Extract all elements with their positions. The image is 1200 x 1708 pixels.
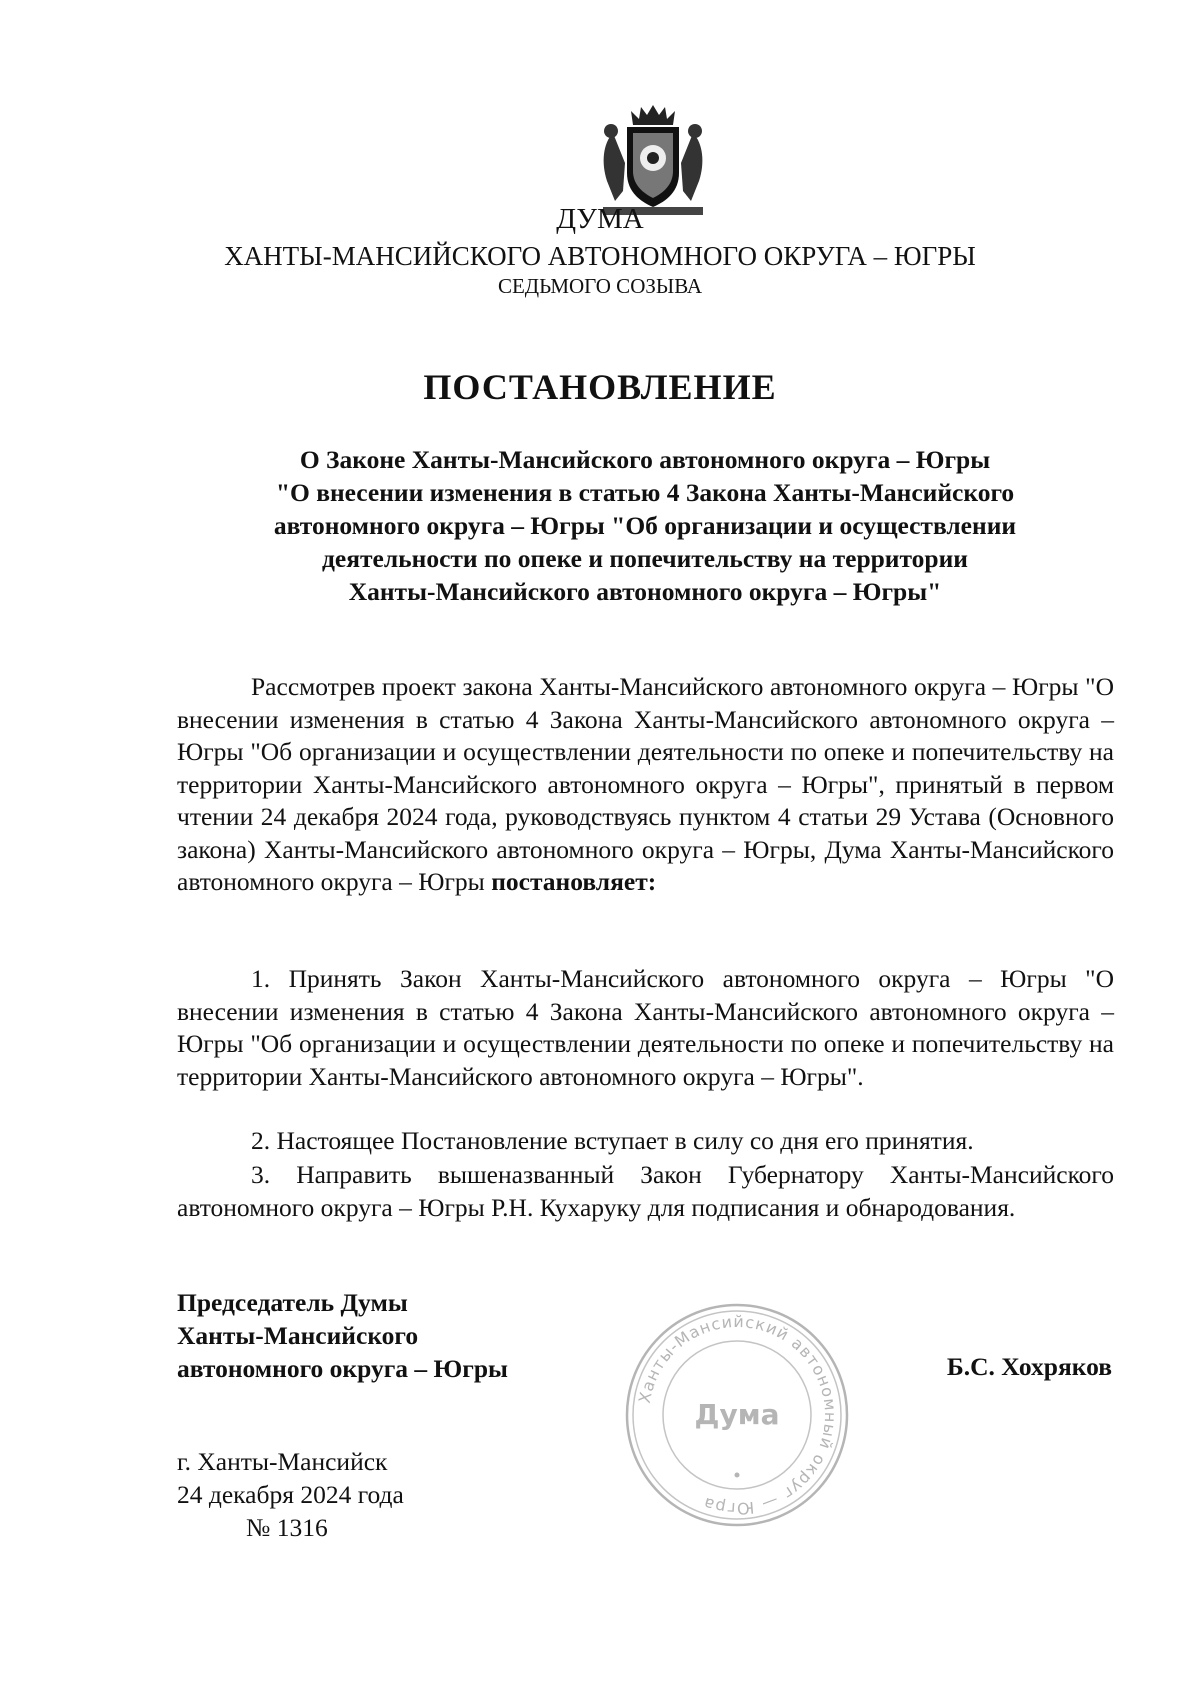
signatory-title [177, 1286, 508, 1385]
signatory-title-line: Председатель Думы [177, 1288, 408, 1317]
subject-line: деятельности по опеке и попечительству на территории [321, 544, 969, 573]
official-seal-stamp [622, 1300, 852, 1530]
seal-center-text: Дума [694, 1398, 780, 1431]
signatory-title-line: автономного округа – Югры [177, 1354, 508, 1383]
seal-ring-text: Ханты-Мансийский автономный округ — Югра [634, 1311, 841, 1519]
subject-line: "О внесении изменения в статью 4 Закона Ханты-Мансийского [275, 478, 1015, 507]
signatory-name: Б.С. Хохряков [946, 1352, 1112, 1381]
issue-place: г. Ханты-Мансийск [177, 1447, 388, 1476]
preamble-text: Рассмотрев проект закона Ханты-Мансийского автономного округа – Югры "О внесении изменения в статью 4 Закона Ханты-Мансийского автономного округа – Югры "Об организации и осуществлении деятельности по опеке и попечительству на территории Ханты-Мансийского автономного округа – Югры", принятый в первом чтении 24 декабря 2024 года, руководствуясь пунктом 4 статьи 29 Устава (Основного закона) Ханты-Мансийского автономного округа – Югры, Дума Ханты-Мансийского автономного округа – Югры [177, 672, 1114, 896]
subject-line: автономного округа – Югры "Об организации и осуществлении [273, 511, 1017, 540]
preamble-paragraph [177, 671, 1114, 899]
org-region: ХАНТЫ-МАНСИЙСКОГО АВТОНОМНОГО ОКРУГА – ЮГРЫ [224, 241, 976, 271]
document-type: ПОСТАНОВЛЕНИЕ [423, 367, 777, 407]
resolution-item-1: 1. Принять Закон Ханты-Мансийского автономного округа – Югры "О внесении изменения в статью 4 Закона Ханты-Мансийского автономного округа – Югры "Об организации и осуществлении деятельности по опеке и попечительству на территории Ханты-Мансийского автономного округа – Югры". [177, 964, 1114, 1091]
preamble-verb: постановляет: [491, 867, 657, 896]
resolution-item-3: 3. Направить вышеназванный Закон Губернатору Ханты-Мансийского автономного округа – Югры Р.Н. Кухаруку для подписания и обнародования. [177, 1160, 1114, 1222]
org-convocation: СЕДЬМОГО СОЗЫВА [497, 274, 703, 298]
subject-line: О Законе Ханты-Мансийского автономного округа – Югры [299, 445, 991, 474]
document-number: № 1316 [246, 1513, 328, 1542]
issue-date: 24 декабря 2024 года [177, 1480, 404, 1509]
document-subject [200, 443, 1090, 608]
signatory-title-line: Ханты-Мансийского [177, 1321, 419, 1350]
org-name: ДУМА [556, 203, 644, 235]
subject-line: Ханты-Мансийского автономного округа – Югры" [348, 577, 942, 606]
resolution-item-2: 2. Настоящее Постановление вступает в силу со дня его принятия. [251, 1126, 974, 1155]
